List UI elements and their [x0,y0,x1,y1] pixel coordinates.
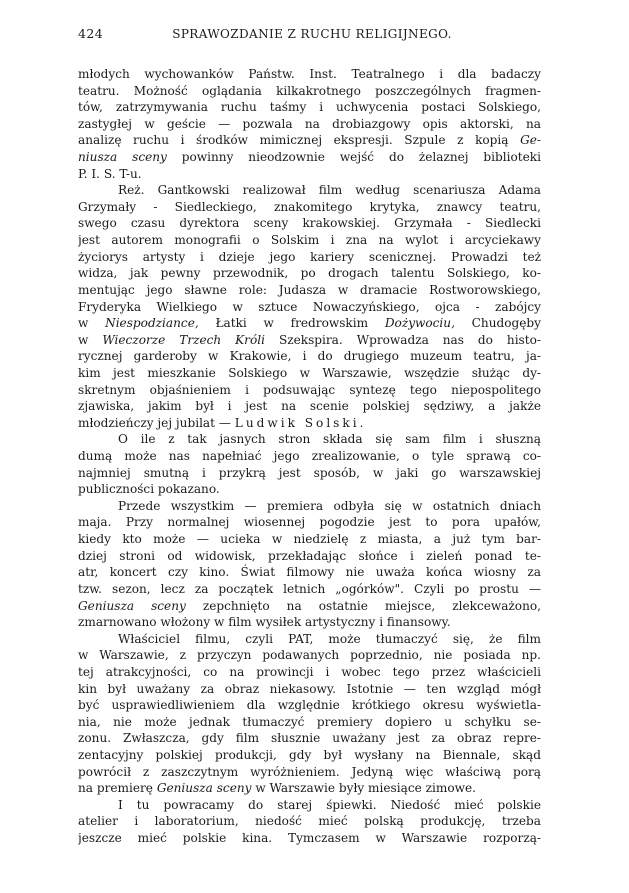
running-title: SPRAWOZDANIE Z RUCHU RELIGIJNEGO. [172,27,452,41]
text-segment: w [78,316,106,331]
text-line [78,382,541,399]
text-segment: kiedy kto może — ucieka w niedzielę z miasta, a już tym bar- [78,532,541,547]
italic-title: Niespodziance, [105,316,199,331]
text-segment: być usprawiedliwieniem dla względnie krótkiego okresu wyświetla- [78,698,541,713]
text-line [78,614,541,631]
text-line [78,398,541,415]
text-segment: skretnym objaśnieniem i podsuwając syntezę tego niepospolitego [78,382,541,397]
text-line [78,315,541,332]
text-segment: Reż. Gantkowski realizował film według scenariusza Adama [118,183,541,198]
text-segment: w Warszawie były miesiące zimowe. [251,781,476,796]
text-segment: analizę ruchu i środków mimicznej ekspresji. Szpule z kopią [78,133,521,148]
text-segment: zentacyjny polskiej produkcji, gdy był wysłany na Biennale, skąd [78,747,541,762]
text-line [78,116,541,133]
text-line [78,431,541,448]
text-line [78,813,541,830]
text-segment: tów, zatrzymywania ruchu taśmy i uchwycenia postaci Solskiego, [78,100,541,115]
text-segment: dumą może nas napełniać jego zrealizowanie, o tyle sprawą co- [78,449,541,464]
text-segment: atelier i laboratorium, niedość mieć polską produkcję, trzeba [78,814,541,829]
text-line [78,664,541,681]
text-line [78,232,541,249]
text-segment: publiczności pokazano. [78,482,220,497]
text-line [78,531,541,548]
text-line [78,498,541,515]
text-segment: powrócił z zaszczytnym wyróżnieniem. Jedyną więc właściwą porą [78,764,541,779]
text-segment: rycznej garderoby w Krakowie, i do drugiego muzeum teatru, ja- [78,349,541,364]
text-line [78,631,541,648]
text-line [78,764,541,781]
text-line [78,697,541,714]
text-line [78,730,541,747]
text-line [78,714,541,731]
text-line [78,132,541,149]
text-line [78,199,541,216]
text-segment: kin był uważany za obraz niekasowy. Istotnie — ten wzgląd mógł [78,681,541,696]
text-segment: na premierę [78,781,157,796]
text-segment: Fryderyka Wielkiego w sztuce Nowaczyńskiego, ojca - zabójcy [78,299,541,314]
page-number: 424 [78,26,104,41]
text-line [78,215,541,232]
text-line [78,332,541,349]
text-line [78,830,541,847]
text-segment: życiorys artysty i dzieje jego kariery scenicznej. Prowadzi też [78,249,541,264]
text-segment: I tu powracamy do starej śpiewki. Niedość mieć polskie [118,797,541,812]
text-line [78,465,541,482]
text-line [78,747,541,764]
text-line [78,149,541,166]
text-line [78,780,541,797]
text-segment: Szekspira. Wprowadza nas do histo- [264,332,541,347]
text-line [78,514,541,531]
italic-title: Geniusza sceny [156,781,252,796]
text-segment: nia, nie może jednak tłumaczyć premiery dopiero u schyłku se- [78,714,541,729]
text-segment: jest autorem monografii o Solskim i zna na wylot i arcyciekawy [78,233,541,248]
text-segment: zmarnowano włożony w film wysiłek artystyczny i finansowy. [78,615,451,630]
text-segment: najmniej smutną i przykrą jest sposób, w jaki go warszawskiej [78,465,541,480]
text-line [78,415,541,432]
text-line [78,265,541,282]
text-segment: P. I. S. T-u. [78,166,142,181]
text-segment: zastygłej w geście — pozwala na drobiazgowy opis aktorski, na [78,116,541,131]
text-segment: swego czasu dyrektora sceny krakowskiej. Grzymała - Siedlecki [78,216,541,231]
document-page [78,26,541,847]
text-line [78,348,541,365]
body-text [78,66,541,847]
text-line [78,66,541,83]
italic-title: Wieczorze Trzech Króli [102,332,265,347]
text-line [78,166,541,183]
text-line [78,564,541,581]
text-line [78,83,541,100]
text-line [78,448,541,465]
italic-title: Geniusza sceny [78,598,186,613]
text-line [78,481,541,498]
text-segment: O ile z tak jasnych stron składa się sam film i słuszną [118,432,541,447]
text-segment: zjawiska, jakim był i jest na scenie polskiej sędziwy, a jakże [78,399,541,414]
text-segment: młodych wychowanków Państw. Inst. Teatralnego i dla badaczy [78,67,541,81]
text-line [78,598,541,615]
text-segment: maja. Przy normalnej wiosennej pogodzie jest to pora upałów, [78,515,541,530]
text-segment: w [78,332,103,347]
text-segment: zonu. Zwłaszcza, gdy film słusznie uważany jest za obraz repre- [78,731,541,746]
text-line [78,182,541,199]
text-segment: Chudogęby [454,316,541,331]
text-segment: Przede wszystkim — premiera odbyła się w ostatnich dniach [118,498,541,513]
text-segment: kim jest mieszkanie Solskiego w Warszawie, wszędzie służąc dy- [78,365,541,380]
text-segment: Łatki w fredrowskim [198,316,385,331]
text-segment: w Warszawie, z przyczyn podawanych poprzednio, nie posiada np. [78,648,541,663]
text-segment: mentując jego sławne role: Judasza w dramacie Rostworowskiego, [78,282,541,297]
italic-title: niusza sceny [78,150,167,165]
italic-title: Ge- [520,133,541,148]
text-line [78,681,541,698]
text-line [78,99,541,116]
text-line [78,797,541,814]
text-line [78,282,541,299]
text-segment: teatru. Możność oglądania kilkakrotnego poszczególnych fragmen- [78,83,541,98]
text-segment: atr, koncert czy kino. Świat filmowy nie uważa końca wiosny za [78,565,541,580]
page-header [78,26,541,48]
text-segment: młodzieńczy jej jubilat — [78,415,235,430]
text-line [78,581,541,598]
text-line [78,365,541,382]
text-line [78,249,541,266]
text-segment: powinny nieodzownie wejść do żelaznej biblioteki [166,150,541,165]
text-segment: Ludwik Solski. [234,415,367,430]
text-segment: tzw. sezon, lecz za początek letnich „ogórków". Czyli po prostu — [78,581,541,596]
text-line [78,299,541,316]
text-segment: tej atrakcyjności, co na prowincji i wobec tego przez właścicieli [78,664,541,679]
text-segment: dziej stroni od widowisk, przekładając słońce i zieleń ponad te- [78,548,541,563]
text-segment: zepchnięto na ostatnie miejsce, zlekceważono, [185,598,541,613]
text-line [78,548,541,565]
text-segment: widza, jak pewny przewodnik, po drogach talentu Solskiego, ko- [78,266,541,281]
text-segment: Grzymały - Siedleckiego, znakomitego krytyka, znawcy teatru, [78,199,541,214]
italic-title: Dożywociu, [384,316,455,331]
text-segment: jeszcze mieć polskie kina. Tymczasem w Warszawie rozporzą- [78,831,541,846]
text-line [78,647,541,664]
text-segment: Właściciel filmu, czyli PAT, może tłumaczyć się, że film [118,631,541,646]
